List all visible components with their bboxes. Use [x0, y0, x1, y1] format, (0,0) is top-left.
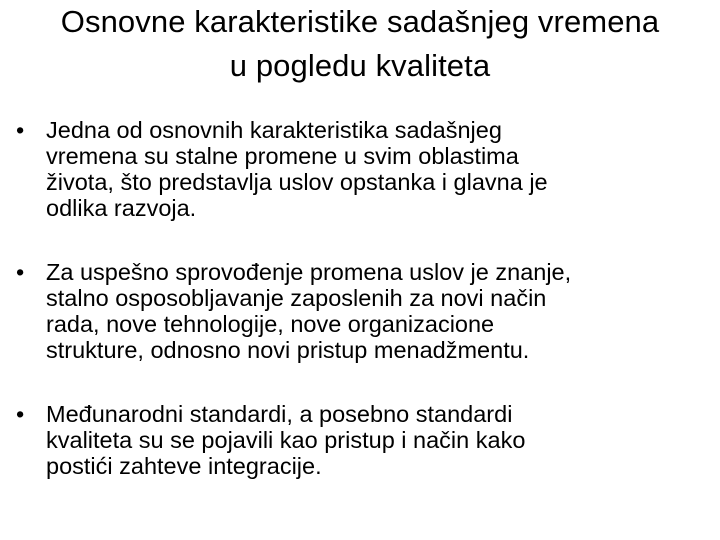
- bullet-3-line-2: kvaliteta su se pojavili kao pristup i način kako: [46, 427, 526, 453]
- bullet-1-line-1: Jedna od osnovnih karakteristika sadašnjeg: [46, 117, 502, 143]
- bullet-1-line-4: odlika razvoja.: [46, 195, 197, 221]
- bullet-3-line-1: Međunarodni standardi, a posebno standardi: [46, 401, 513, 427]
- bullet-marker: •: [16, 117, 25, 143]
- bullet-2-line-3: rada, nove tehnologije, nove organizacione: [46, 311, 495, 337]
- bullet-1-line-3: života, što predstavlja uslov opstanka i glavna je: [46, 169, 548, 195]
- bullet-2-line-1: Za uspešno sprovođenje promena uslov je znanje,: [46, 259, 572, 285]
- bullet-list: [16, 117, 706, 479]
- bullet-item-1: [16, 117, 706, 221]
- bullet-item-2: [16, 259, 706, 363]
- slide-title: [0, 0, 720, 88]
- slide-title-line-1: Osnovne karakteristike sadašnjeg vremena: [60, 4, 660, 39]
- bullet-2-line-4: strukture, odnosno novi pristup menadžmentu.: [46, 337, 530, 363]
- slide-title-line-2: u pogledu kvaliteta: [229, 48, 491, 83]
- bullet-marker: •: [16, 259, 25, 285]
- bullet-item-3: [16, 401, 706, 479]
- bullet-2-line-2: stalno osposobljavanje zaposlenih za novi način: [46, 285, 547, 311]
- bullet-1-line-2: vremena su stalne promene u svim oblastima: [46, 143, 519, 169]
- bullet-marker: •: [16, 401, 25, 427]
- bullet-3-line-3: postići zahteve integracije.: [46, 453, 322, 479]
